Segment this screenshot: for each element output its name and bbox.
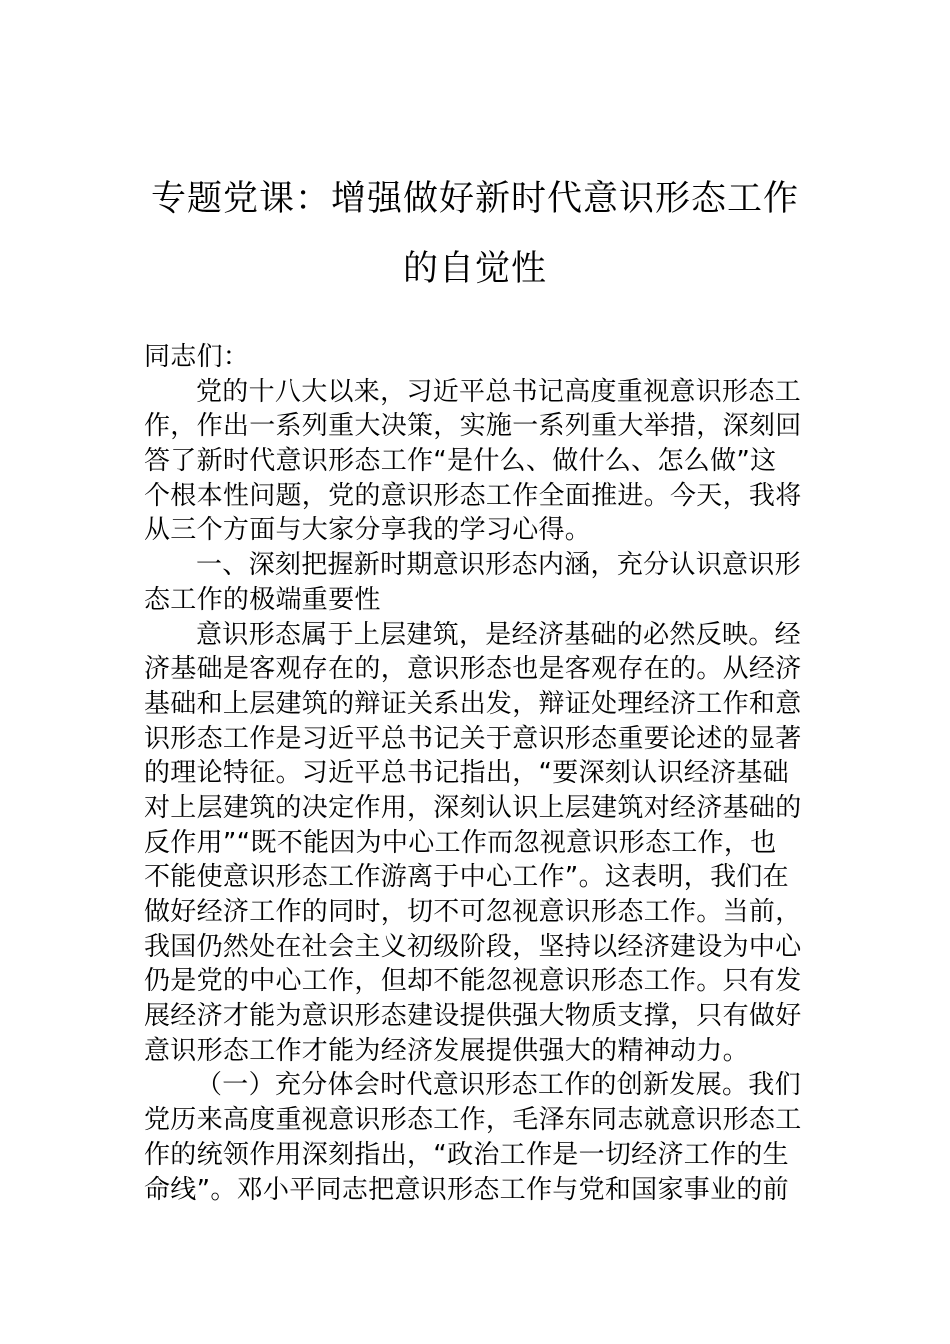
paragraph-line: 做好经济工作的同时，切不可忽视意识形态工作。当前， (144, 897, 802, 927)
paragraph-line: 不能使意识形态工作游离于中心工作”。这表明，我们在 (144, 862, 789, 893)
paragraph-line: 的理论特征。习近平总书记指出，“要深刻认识经济基础 (144, 758, 789, 789)
section-heading-line: 一、深刻把握新时期意识形态内涵，充分认识意识形 (196, 550, 801, 581)
paragraph-line: 命线”。邓小平同志把意识形态工作与党和国家事业的前 (144, 1174, 789, 1205)
paragraph-line: 意识形态工作才能为经济发展提供强大的精神动力。 (144, 1035, 749, 1066)
paragraph-line: 仍是党的中心工作，但却不能忽视意识形态工作。只有发 (144, 966, 802, 997)
paragraph-line: 对上层建筑的决定作用，深刻认识上层建筑对经济基础的 (144, 792, 802, 823)
subsection-heading-line: （一）充分体会时代意识形态工作的创新发展。我们 (196, 1070, 801, 1101)
paragraph-line: 个根本性问题，党的意识形态工作全面推进。今天，我将 (144, 480, 802, 511)
paragraph-line: 反作用”“既不能因为中心工作而忽视意识形态工作，也 (144, 827, 777, 858)
paragraph-line: 答了新时代意识形态工作“是什么、做什么、怎么做”这 (144, 446, 777, 477)
paragraph-line: 识形态工作是习近平总书记关于意识形态重要论述的显著 (144, 723, 802, 754)
document-title-line-2: 的自觉性 (402, 249, 547, 289)
paragraph-line: 济基础是客观存在的，意识形态也是客观存在的。从经济 (144, 654, 802, 685)
paragraph-line: 意识形态属于上层建筑，是经济基础的必然反映。经 (196, 619, 801, 650)
section-heading-line: 态工作的极端重要性 (144, 584, 381, 615)
paragraph-line: 作的统领作用深刻指出，“政治工作是一切经济工作的生 (144, 1139, 789, 1170)
paragraph-line: 党的十八大以来，习近平总书记高度重视意识形态工 (196, 376, 801, 407)
document-title-line-1: 专题党课：增强做好新时代意识形态工作 (150, 179, 799, 219)
document-body (144, 340, 809, 1207)
salutation: 同志们： (144, 342, 250, 372)
paragraph-line: 党历来高度重视意识形态工作，毛泽东同志就意识形态工 (144, 1105, 802, 1136)
paragraph-line: 我国仍然处在社会主义初级阶段，坚持以经济建设为中心 (144, 931, 802, 962)
paragraph-line: 展经济才能为意识形态建设提供强大物质支撑，只有做好 (144, 1001, 802, 1032)
paragraph-line: 基础和上层建筑的辩证关系出发，辩证处理经济工作和意 (144, 688, 802, 719)
paragraph-line: 作，作出一系列重大决策，实施一系列重大举措，深刻回 (144, 411, 802, 442)
paragraph-line: 从三个方面与大家分享我的学习心得。 (144, 515, 592, 546)
